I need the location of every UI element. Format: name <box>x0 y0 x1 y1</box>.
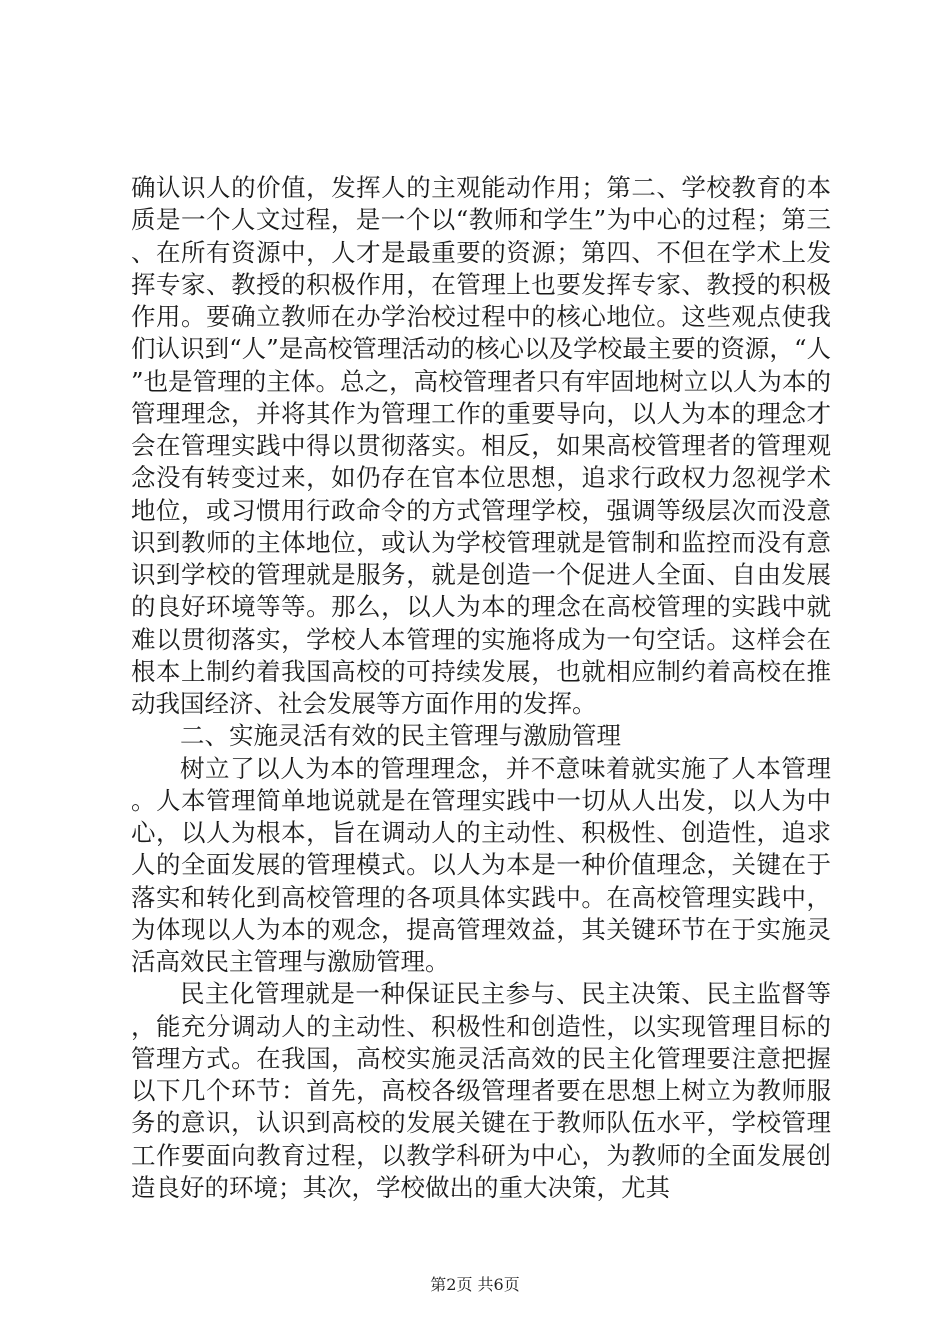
paragraph-continuation: 确认识人的价值，发挥人的主观能动作用；第二、学校教育的本质是一个人文过程，是一个以“教师和学生”为中心的过程；第三、在所有资源中，人才是最重要的资源；第四、不但在学术上发挥专家、教授的积极作用，在管理上也要发挥专家、教授的积极作用。要确立教师在办学治校过程中的核心地位。这些观点使我们认识到“人”是高校管理活动的核心以及学校最主要的资源，“人”也是管理的主体。总之，高校管理者只有牢固地树立以人为本的管理理念，并将其作为管理工作的重要导向，以人为本的理念才会在管理实践中得以贯彻落实。相反，如果高校管理者的管理观念没有转变过来，如仍存在官本位思想，追求行政权力忽视学术地位，或习惯用行政命令的方式管理学校，强调等级层次而没意识到教师的主体地位，或认为学校管理就是管制和监控而没有意识到学校的管理就是服务，就是创造一个促进人全面、自由发展的良好环境等等。那么，以人为本的理念在高校管理的实践中就难以贯彻落实，学校人本管理的实施将成为一句空话。这样会在根本上制约着我国高校的可持续发展，也就相应制约着高校在推动我国经济、社会发展等方面作用的发挥。 <box>131 173 831 718</box>
paragraph-humanistic-management: 树立了以人为本的管理理念，并不意味着就实施了人本管理。人本管理简单地说就是在管理实践中一切从人出发，以人为中心，以人为根本，旨在调动人的主动性、积极性、创造性，追求人的全面发展的管理模式。以人为本是一种价值理念，关键在于落实和转化到高校管理的各项具体实践中。在高校管理实践中，为体现以人为本的观念，提高管理效益，其关键环节在于实施灵活高效民主管理与激励管理。 <box>131 753 831 976</box>
paragraph-democratic-management: 民主化管理就是一种保证民主参与、民主决策、民主监督等，能充分调动人的主动性、积极性和创造性，以实现管理目标的管理方式。在我国，高校实施灵活高效的民主化管理要注意把握以下几个环节：首先，高校各级管理者要在思想上树立为教师服务的意识，认识到高校的发展关键在于教师队伍水平，学校管理工作要面向教育过程，以教学科研为中心，为教师的全面发展创造良好的环境；其次，学校做出的重大决策，尤其 <box>131 979 831 1202</box>
body-text <box>131 172 831 1204</box>
section-heading: 二、实施灵活有效的民主管理与激励管理 <box>180 721 621 751</box>
page-footer: 第2页 共6页 <box>430 1275 520 1294</box>
